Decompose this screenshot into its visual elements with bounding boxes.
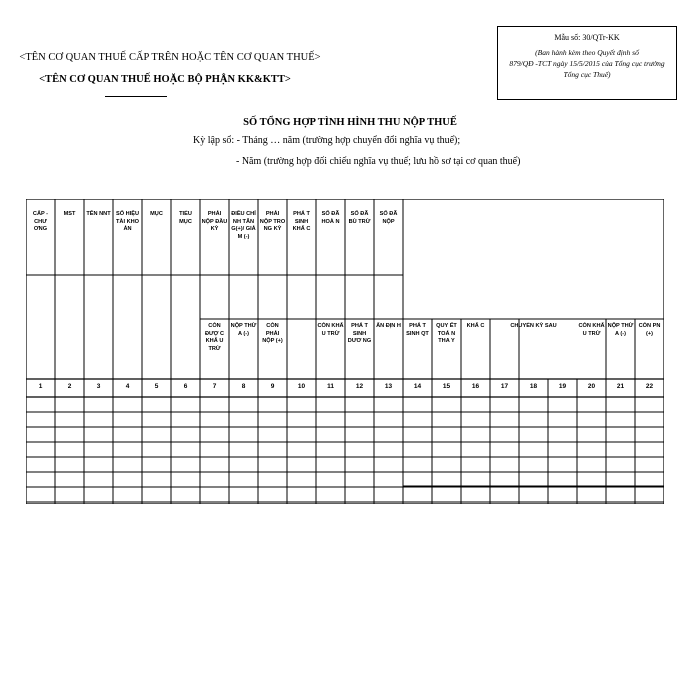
column-number: 10 <box>297 383 306 390</box>
header-cell: SỐ ĐÃ HOÀ N <box>321 211 340 225</box>
header-cell: MST <box>63 211 76 217</box>
column-number: 11 <box>327 383 334 390</box>
form-number: Mẫu số: 30/QTr-KK <box>554 33 620 42</box>
header-cell: CẤP - CHƯ ƠNG <box>32 211 49 233</box>
period-line-monthly: Kỳ lập sổ: - Tháng … năm (trường hợp chuyển đổi nghĩa vụ thuế); <box>193 135 461 146</box>
column-number: 16 <box>471 383 480 390</box>
column-number: 4 <box>125 383 130 390</box>
header-cell: SỐ HIỆU TÀI KHO ẢN <box>115 211 139 233</box>
header-cell: PHÁ T SINH KHẤ C <box>292 211 311 233</box>
column-number: 3 <box>96 383 101 390</box>
column-number: 7 <box>212 383 217 390</box>
subheader-cell: CÒN KHẤ U TRỪ <box>317 323 344 337</box>
header-cell: PHẢI NỘP ĐẦU KỲ <box>201 211 228 233</box>
subheader-cell: QUY ẾT TOÁ N THA Y <box>436 323 457 345</box>
column-number: 8 <box>241 383 246 390</box>
summary-table <box>26 199 664 504</box>
column-number: 6 <box>183 383 188 390</box>
parent-agency-name: <TÊN CƠ QUAN THUẾ CẤP TRÊN HOẶC TÊN CƠ QUAN THUẾ> <box>19 52 321 63</box>
period-line-yearly: - Năm (trường hợp đối chiếu nghĩa vụ thuế; lưu hồ sơ tại cơ quan thuế) <box>236 156 521 167</box>
header-cell: TÊN NNT <box>86 211 111 217</box>
column-number: 22 <box>645 383 654 390</box>
header-cell: PHẢI NỘP TRO NG KỲ <box>259 211 286 233</box>
unit-agency-name: <TÊN CƠ QUAN THUẾ HOẶC BỘ PHẬN KK&KTT> <box>39 74 291 85</box>
subheader-cell: CÒN PHẢI NỘP (+) <box>262 323 283 345</box>
column-number: 9 <box>270 383 275 390</box>
column-number: 1 <box>38 383 43 390</box>
column-number: 13 <box>384 383 393 390</box>
header-cell: MỤC <box>150 211 163 217</box>
agency-underline <box>105 96 167 97</box>
subheader-cell: NỘP THỪ A (-) <box>230 323 257 337</box>
header-cell: SỐ ĐÃ NỘP <box>379 211 398 225</box>
column-number: 19 <box>558 383 567 390</box>
subheader-cell: PHÁ T SINH QT <box>406 323 429 337</box>
column-number: 14 <box>413 383 422 390</box>
subheader-cell: NỘP THỪ A (-) <box>607 323 634 337</box>
subheader-cell: ẤN ĐỊN H <box>376 323 401 329</box>
subheader-cell: CÒN PN (+) <box>638 323 661 337</box>
document-title: SỐ TỔNG HỢP TÌNH HÌNH THU NỘP THUẾ <box>243 117 457 128</box>
subheader-cell: KHẤ C <box>466 323 485 329</box>
header-cell: SỐ ĐÃ BÙ TRỪ <box>348 211 371 225</box>
column-number: 5 <box>154 383 159 390</box>
subheader-cell: CHUYỂN KỲ SAU <box>510 323 557 329</box>
column-number: 17 <box>500 383 509 390</box>
column-number: 2 <box>67 383 72 390</box>
form-issuance-note-1: (Ban hành kèm theo Quyết định số <box>535 48 639 57</box>
column-number: 20 <box>587 383 596 390</box>
column-number: 12 <box>355 383 364 390</box>
column-number: 21 <box>616 383 625 390</box>
column-number: 15 <box>442 383 451 390</box>
form-number-box <box>497 26 677 100</box>
header-cell: TIỂU MỤC <box>179 211 192 225</box>
form-issuance-note-2: 879/QĐ -TCT ngày 15/5/2015 của Tổng cục trưởng Tổng cục Thuế) <box>509 59 665 79</box>
subheader-cell: CÒN KHẤ U TRỪ <box>578 323 605 337</box>
column-number: 18 <box>529 383 538 390</box>
subheader-cell: PHÁ T SINH DƯƠ NG <box>347 323 372 345</box>
subheader-cell: CÒN ĐƯỢ C KHẤ U TRỪ <box>204 323 225 352</box>
header-cell: ĐIỀU CHỈ NH TĂN G(+)/ GIẢ M (-) <box>231 211 256 240</box>
